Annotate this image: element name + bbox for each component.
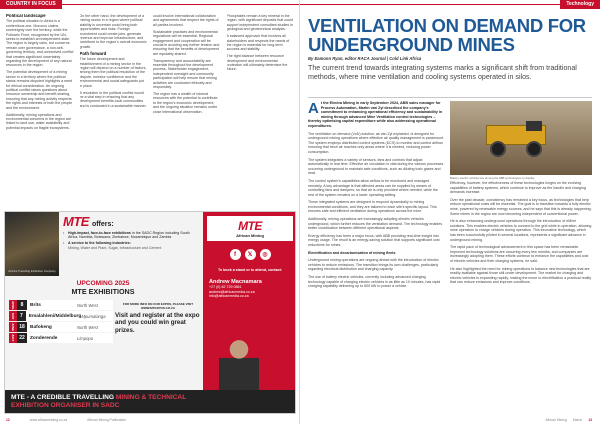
paragraph: The ventilation on demand (VoD) solution, as van Zyl explained, is designed for underground mining operations where effective air quality management is paramount. The system employs distributed control systems (DCS) to monitor and control airflow, ensuring that fresh air reaches only areas where it is needed, reducing power consumption. (308, 131, 444, 154)
paragraph: The use of battery electric vehicles, currently including advanced charging technology capable of charging electric vehicles in as little as 10 minutes, has rapid charging capability delivering up to 600 kW to power a vehicle. (308, 275, 441, 289)
offers-block (63, 214, 199, 252)
paragraph: Phosphates remain a key mineral in the region, with significant deposits that could support independent consultant studies in geological and geotechnical analysis. (226, 14, 293, 32)
visit-headline: Visit and register at the expo and you could win great prizes. (115, 312, 200, 334)
page-number: 12 (6, 418, 10, 422)
article-column-1 (308, 101, 444, 407)
section-label: Technology (560, 0, 600, 9)
brand-subtitle: African Mining (236, 233, 264, 238)
paragraph: The region has a wealth of mineral resources with the potential to contribute to the region's economic development, and the ongoing situation remains under close international observation. (153, 92, 218, 114)
photo-caption: Battery electric vehicles are among the ABB technologies on display. (450, 176, 535, 181)
article-column (227, 14, 295, 210)
publication-name: African Mining (545, 418, 567, 422)
paragraph: The potential development of a mining sector in a territory where the political status remains disputed highlights a need for ethical consideration. An ongoing political conflict raises questions about resource ownership and benefit-sharing, ensuring that any mining activity respects the rights and interests of both the people and the environment. (6, 70, 73, 110)
right-footer (308, 418, 592, 422)
offer-item: • High-impact, face-to-face exhibitions in the SADC Region including South Africa, Namibia, Botswana, Zimbabwe, Mozambique and Zambia (63, 231, 199, 240)
mine-photo-caption: Africa's Travelling Exhibition Company (8, 269, 56, 273)
left-section-header (0, 0, 300, 9)
divider (308, 97, 592, 98)
standfirst: The current trend towards integrating systems marks a significant shift from traditional methods, where mine ventilation and cooling systems operated in silos. (308, 64, 577, 82)
brand-box (207, 216, 293, 241)
article-column (153, 14, 221, 210)
paragraph: could involve international collaboration and agreements that respect the rights of all parties involved. (153, 14, 219, 27)
paragraph: A balanced approach that involves all stakeholders and respects the needs of the region is essential for long-term success and stability. (226, 34, 290, 52)
contact-photo (219, 332, 259, 390)
section-label: COUNTRY IN FOCUS (0, 0, 62, 9)
contact-email: andrew@africanmedia.co.za (209, 289, 255, 294)
left-article (6, 14, 294, 210)
exhibition-row: APRIL 8 Brits North West (9, 300, 113, 310)
header-rule (62, 4, 300, 5)
right-page (300, 0, 600, 424)
drop-cap: A (308, 101, 319, 117)
visit-block (115, 302, 201, 334)
advert-banner: MTE - A CREDIBLE TRAVELLING MINING & TECHNICAL EXHIBITION ORGANISER IN SADC (5, 390, 296, 414)
paragraph: A resolution to the political conflict would be a vital step in ensuring that any development benefits local communities and is conducted in a sustainable manner. (79, 90, 147, 108)
website: www.africanmining.co.za (29, 418, 68, 422)
mte-advert (4, 211, 296, 414)
truck-illustration (486, 121, 552, 159)
book-text: To book a stand or to attend, contact: (217, 268, 283, 272)
contact-block (203, 280, 296, 298)
subheading: Political landscape (6, 14, 46, 18)
offer-item: • A service to the following industries: Mining, Water and Plant, Sugar, Infrastructure and Cement (63, 241, 199, 250)
paragraph: The political situation in Africa is a contentious one. Morocco claims sovereignty over the territory, while the Polisario Front, recognised by the UN, seeks to establish an independent state. The region is largely calm, but concerns remain over governance, a non-self-governing territory, and unresolved conflict that creates significant uncertainty regarding the development of any natural resources in the region. (6, 19, 74, 68)
offers-title: offers: (91, 221, 114, 228)
header-rule (300, 4, 560, 5)
instagram-icon[interactable]: ◎ (260, 249, 271, 260)
paragraph: On the other hand, the development of a mining sector in a region where political stability is uncertain could bring both opportunities and risks. Foreign investment could create jobs, generate revenue and improve infrastructure, and contribute to the region's overall economic growth. (79, 14, 147, 49)
exhibition-row: JULY 22 Zonderende Limpopo (9, 333, 113, 343)
paragraph: He also highlighted the need for mining operations to balance new technologies that are readily available against those still under development. The market for charging and electric vehicles is expanding rapidly, making the move to electrification a practical reality that can reduce emissions and improve conditions. (450, 266, 592, 285)
paragraph: Additionally, mining operations are increasingly adopting electric vehicles underground, which further reduces the ventilation demand. The technology enables better coordination between different operational aspects. (308, 217, 442, 231)
contact-phone: +27 (0) 82 729 0861 (209, 285, 242, 289)
article-column-2 (450, 101, 592, 407)
issue-month: March (572, 418, 583, 422)
exhibition-row: JUNE 18 Bafokeng North West (9, 322, 113, 332)
intro-paragraph: At the Electra Mining in early September 2024, ABB sales manager for Process Automation, Martin van Zyl described the company's commitment to enhancing operational efficiency and sustainability in mining through advanced Mine Ventilation control technologies – thereby optimising capital expenditure while also addressing operational expenditures. (308, 101, 443, 128)
contact-email-2: info@africanmedia.co.za (209, 294, 249, 299)
byline: By Eamonn Ryan, editor RACA Journal | Cold Link Africa (308, 56, 422, 61)
x-icon[interactable]: 𝕏 (245, 249, 256, 260)
facebook-icon[interactable]: f (230, 249, 241, 260)
paragraph: The right balance between resource development and environmental protection will ultimately determine the future. (226, 54, 288, 72)
exhibition-row: MAY 7 Emalahleni/Middelburg Mpumalanga (9, 311, 113, 321)
publication-name: African Mining Publication (87, 418, 127, 422)
paragraph: Sustainable practices and environmental regulations will be essential. Regional engagement and cooperation will be crucial in avoiding any further tension and ensuring that the benefits of development are equitably shared. (153, 29, 220, 56)
paragraph: Additionally, mining operations and environmental concerns in the region are linked to land use, water availability and potential impacts on fragile ecosystems. (6, 112, 72, 130)
paragraph: These integrated systems are designed to respond dynamically to mining environmental conditions, and they are tailored to each site's specific layout. This ensures safe and efficient ventilation during operations across the mine. (308, 200, 437, 214)
mine-photo (5, 212, 59, 276)
contact-name: Andrew Macnamara (209, 279, 262, 286)
social-links (203, 249, 296, 260)
paragraph: Energy efficiency has been a major focus, with ABB providing real-time insight into energy usage. The result is an energy-saving solution that supports significant cost reductions for mines. (308, 233, 440, 248)
exhibition-schedule (9, 300, 113, 344)
paragraph: Underground mining operations are ongoing ahead with the introduction of electric vehicles to reduce emissions. The transition brings its own challenges, particularly regarding electrical distribution and charging capacity. (308, 258, 439, 272)
paragraph: The system integrates a variety of sensors, fans and controls that adjust automatically in real time. Effective air circulation is vital during the various processes occurring underground to maintain safe conditions, such as diluting toxic gases and heat. (308, 157, 444, 176)
article-title: VENTILATION ON DEMAND FOR UNDERGROUND MINES (308, 15, 586, 55)
paragraph: Over the past decade, consistency has remained a key focus, as technologies that help reduce operational costs will be essential. The goal is to transition towards a fully electric mine, powered by renewable energy sources, and he says that this is already happening. Some mines in the region are now becoming independent of conventional power. (450, 197, 592, 216)
article-column (6, 14, 74, 210)
more-info-text: FOR MORE INFO ON OUR EXPOS, PLEASE VISIT WWW.MTEXPOS.CO.ZA (122, 302, 194, 310)
paragraph: The control system's capabilities allow airflow to be monitored and managed remotely. A key advantage is that affected areas can be supplied by means of controlling fans and dampers, so that air is only provided where needed, while the rest of the system remains on a lower operating setting. (308, 178, 438, 197)
mining-vehicle-photo (450, 101, 592, 181)
paragraph: Transparency and accountability are essential throughout the development process. Stakeholder engagement, independent oversight and community participation will help ensure that mining activities are conducted ethically and responsibly. (153, 58, 217, 90)
paragraph: The future development and establishment of a mining sector in the region will depend on a number of factors, among them the political resolution of the dispute, investor confidence and the environmental and social safeguards put in place. (79, 57, 147, 88)
advert-main (5, 212, 201, 390)
upcoming-heading: UPCOMING 2025 MTE EXHIBITIONS (71, 280, 135, 296)
subheading: Electrification and decarbonisation of mining fleets (308, 250, 396, 255)
article-column (80, 14, 148, 210)
offers-list (63, 231, 199, 250)
paragraph: The rapid pace of technological advancement in this space has been remarkable. Improved technology solutions are occurring every few months, and companies are increasingly adopting them. These efforts continue to enhance the capabilities and cost of electric vehicles and their charging systems, he said. (450, 245, 589, 263)
page-number: 13 (588, 418, 592, 422)
mte-logo: MTE (238, 219, 262, 233)
right-section-header (300, 0, 600, 9)
mte-logo: MTE (63, 214, 89, 229)
left-footer (6, 418, 294, 422)
subheading: Path forward (79, 50, 107, 56)
paragraph: Efficiency, however, the effectiveness of these technologies hinges on the evolving capabilities of battery systems, which continue to improve as the handle and charging demands increase. (450, 181, 586, 195)
paragraph: He is also enhancing underground operations through the introduction of eMine solutions. This enables electric vehicles to connect to the grid while in operation, allowing mine operators to charge vehicles during operation. This innovative technology, which has been successfully piloted in several locations, represents a significant advance in underground mining. (450, 219, 592, 242)
